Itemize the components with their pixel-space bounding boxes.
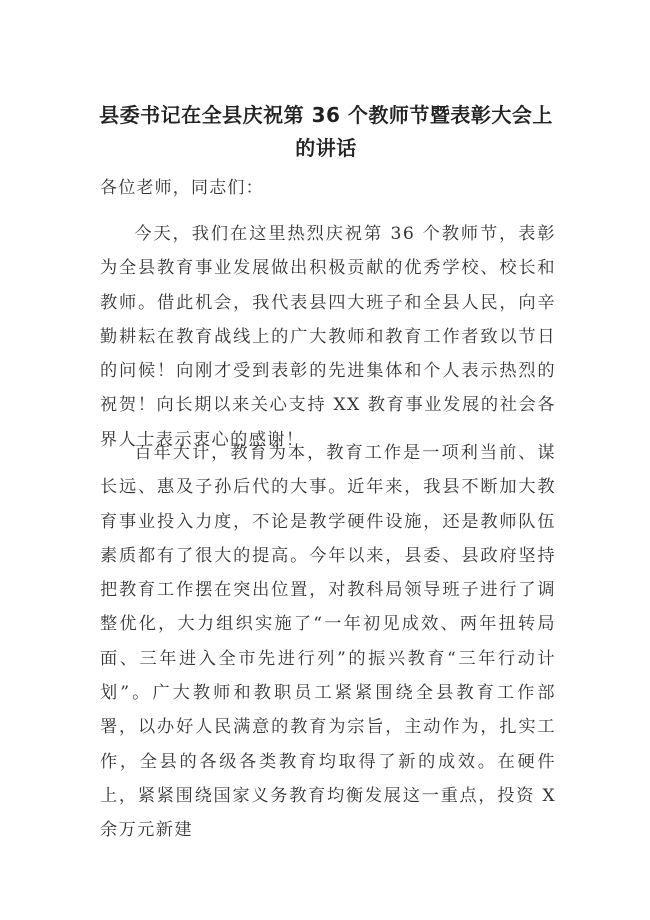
salutation: 各位老师，同志们： xyxy=(100,178,264,198)
paragraph-1: 今天，我们在这里热烈庆祝第 36 个教师节，表彰为全县教育事业发展做出积极贡献的优秀学校、校长和教师。借此机会，我代表县四大班子和全县人民，向辛勤耕耘在教育战线上的广大教师和教育工作者致以节日的问候！向刚才受到表彰的先进集体和个人表示热烈的祝贺！向长期以来关心支持 XX 教育事业发展的社会各界人士表示衷心的感谢！ xyxy=(100,224,556,450)
document-title: 县委书记在全县庆祝第 36 个教师节暨表彰大会上的讲话 xyxy=(99,103,553,160)
paragraph-2: 百年大计，教育为本，教育工作是一项利当前、谋长远、惠及子孙后代的大事。近年来，我县不断加大教育事业投入力度，不论是教学硬件设施，还是教师队伍素质都有了很大的提高。今年以来，县委、县政府坚持把教育工作摆在突出位置，对教科局领导班子进行了调整优化，大力组织实施了“一年初见成效、两年扭转局面、三年进入全市先进行列”的振兴教育“三年行动计划”。广大教师和教职员工紧紧围绕全县教育工作部署，以办好人民满意的教育为宗旨，主动作为，扎实工作，全县的各级各类教育均取得了新的成效。在硬件上，紧紧围绕国家义务教育均衡发展这一重点，投资 X 余万元新建 xyxy=(100,443,556,841)
